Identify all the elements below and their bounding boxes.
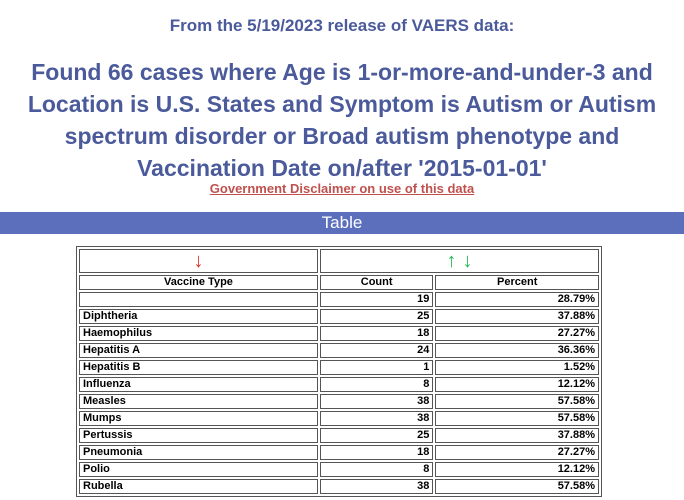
cell-percent: 57.58% — [435, 479, 599, 494]
table-row — [79, 309, 599, 324]
header-row — [79, 275, 599, 290]
cell-count: 25 — [320, 428, 433, 443]
table-row — [79, 479, 599, 494]
table-row — [79, 445, 599, 460]
section-title-bar: Table — [0, 212, 684, 234]
cell-percent: 27.27% — [435, 326, 599, 341]
cell-count: 8 — [320, 462, 433, 477]
disclaimer — [0, 181, 684, 196]
cell-percent: 36.36% — [435, 343, 599, 358]
table-row — [79, 462, 599, 477]
cell-count: 18 — [320, 326, 433, 341]
column-header-count: Count — [320, 275, 433, 290]
table-row — [79, 360, 599, 375]
sort-up-icon[interactable]: ↑ — [446, 250, 457, 272]
cell-percent: 27.27% — [435, 445, 599, 460]
disclaimer-link[interactable]: Government Disclaimer on use of this data — [209, 181, 475, 196]
table-row — [79, 394, 599, 409]
cell-count: 19 — [320, 292, 433, 307]
cell-vaccine-type: Hepatitis A — [79, 343, 318, 358]
table-row — [79, 292, 599, 307]
table-row — [79, 411, 599, 426]
cell-percent: 12.12% — [435, 377, 599, 392]
release-line: From the 5/19/2023 release of VAERS data: — [169, 16, 515, 35]
cell-vaccine-type: Mumps — [79, 411, 318, 426]
cell-vaccine-type: Measles — [79, 394, 318, 409]
column-header-percent: Percent — [435, 275, 599, 290]
cell-count: 24 — [320, 343, 433, 358]
cell-vaccine-type — [79, 292, 318, 307]
cell-count: 25 — [320, 309, 433, 324]
table-row — [79, 377, 599, 392]
table-row — [79, 428, 599, 443]
cell-vaccine-type: Hepatitis B — [79, 360, 318, 375]
count-sort-cell — [320, 249, 599, 273]
cell-percent: 28.79% — [435, 292, 599, 307]
sort-down-icon[interactable]: ↓ — [462, 250, 473, 272]
cell-percent: 37.88% — [435, 309, 599, 324]
cell-count: 1 — [320, 360, 433, 375]
cell-count: 18 — [320, 445, 433, 460]
cell-vaccine-type: Rubella — [79, 479, 318, 494]
cell-percent: 1.52% — [435, 360, 599, 375]
cell-vaccine-type: Pertussis — [79, 428, 318, 443]
cell-percent: 57.58% — [435, 411, 599, 426]
table-row — [79, 326, 599, 341]
cell-percent: 37.88% — [435, 428, 599, 443]
cell-vaccine-type: Influenza — [79, 377, 318, 392]
cell-vaccine-type: Polio — [79, 462, 318, 477]
page-title: Found 66 cases where Age is 1-or-more-and-under-3 and Location is U.S. States and Symptom is Autism or Autism spectrum disorder or Broad autism phenotype and Vaccination Date on/after '2015-01-01' — [27, 59, 657, 181]
cell-percent: 57.58% — [435, 394, 599, 409]
cell-count: 38 — [320, 394, 433, 409]
cell-vaccine-type: Pneumonia — [79, 445, 318, 460]
cell-percent: 12.12% — [435, 462, 599, 477]
sort-row — [79, 249, 599, 273]
cell-count: 38 — [320, 479, 433, 494]
sort-down-icon[interactable]: ↓ — [193, 250, 204, 272]
table-row — [79, 343, 599, 358]
cell-vaccine-type: Diphtheria — [79, 309, 318, 324]
type-sort-cell — [79, 249, 318, 273]
results-table — [76, 246, 602, 497]
cell-vaccine-type: Haemophilus — [79, 326, 318, 341]
cell-count: 8 — [320, 377, 433, 392]
cell-count: 38 — [320, 411, 433, 426]
column-header-vaccine-type: Vaccine Type — [79, 275, 318, 290]
